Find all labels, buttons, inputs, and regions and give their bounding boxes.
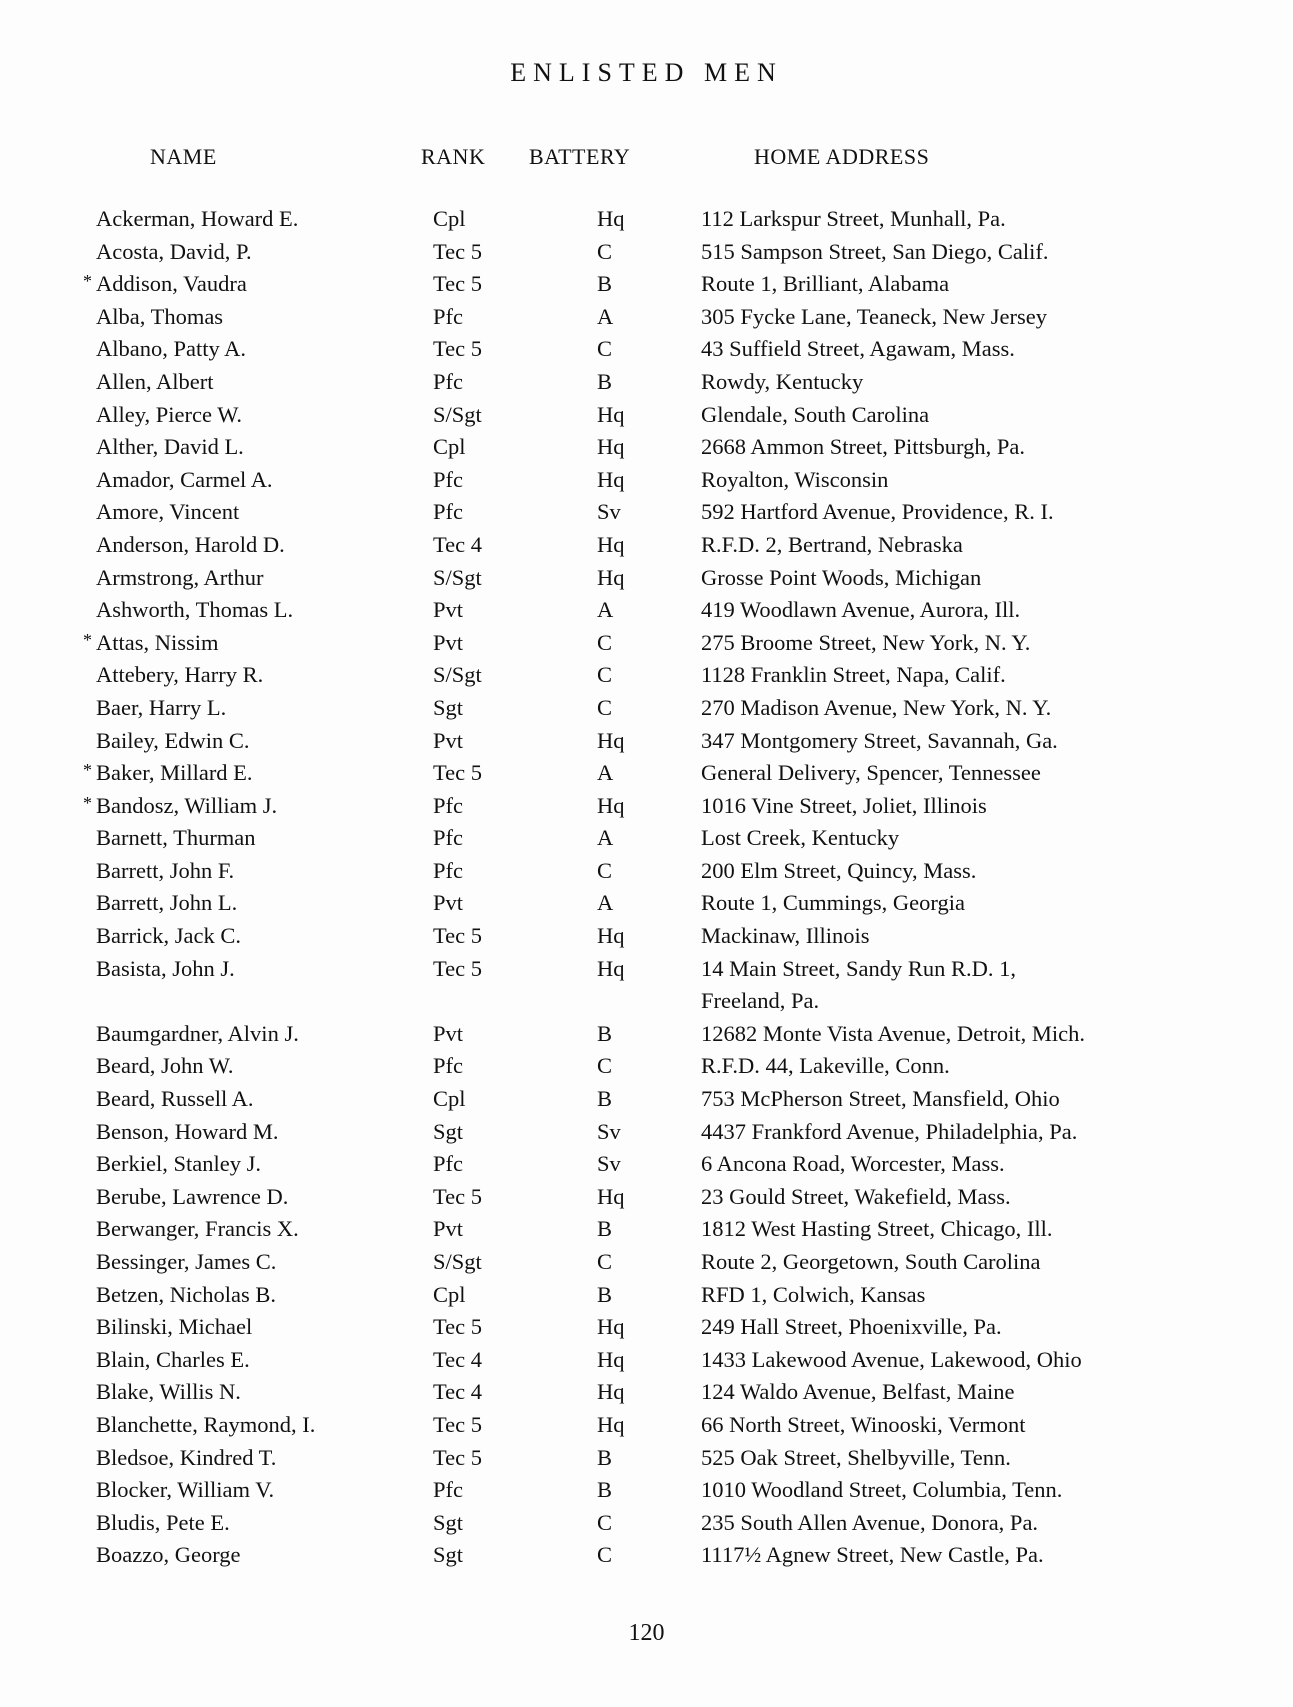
soldier-name [96,203,298,236]
soldier-name-text: Basista, John J. [96,955,235,981]
soldier-rank: Pfc [433,825,463,851]
soldier-name [96,822,256,855]
soldier-rank: Tec 5 [433,955,483,981]
soldier-name-text: Ashworth, Thomas L. [96,597,294,623]
roster-row [0,1409,1293,1442]
home-address-line: Rowdy, Kentucky [701,368,864,394]
soldier-rank: Pfc [433,1053,463,1079]
soldier-name [96,399,242,432]
soldier-rank: S/Sgt [433,1249,482,1274]
home-address [701,1474,1062,1507]
soldier-battery: B [597,1216,613,1242]
home-address-line: R.F.D. 2, Bertrand, Nebraska [701,531,963,557]
home-address [701,822,899,855]
roster-row [0,953,1293,1018]
soldier-name-text: Alley, Pierce W. [96,401,243,427]
soldier-rank: Cpl [433,206,466,231]
soldier-name [96,431,244,464]
soldier-name-text: Alther, David L. [96,434,244,460]
soldier-name-text: Albano, Patty A. [96,336,246,362]
soldier-battery: Hq [597,466,625,492]
soldier-name-text: Barrett, John L. [96,890,238,916]
home-address-line: 753 McPherson Street, Mansfield, Ohio [701,1086,1060,1112]
home-address-line: 66 North Street, Winooski, Vermont [701,1411,1026,1437]
soldier-battery: Sv [597,1118,621,1144]
soldier-battery: A [597,890,614,916]
soldier-name [96,236,252,269]
home-address [701,1181,1011,1214]
soldier-rank: Pfc [433,303,463,329]
home-address [701,1442,1011,1475]
roster-row [0,529,1293,562]
roster-row [0,399,1293,432]
roster-row [0,920,1293,953]
page-number: 120 [628,1620,665,1646]
home-address [701,366,863,399]
soldier-battery: B [597,1086,613,1112]
roster-row [0,1474,1293,1507]
soldier-name-text: Attas, Nissim [96,629,219,655]
home-address-line: 305 Fycke Lane, Teaneck, New Jersey [701,303,1048,329]
soldier-rank: Tec 5 [433,1411,483,1437]
home-address-line: 6 Ancona Road, Worcester, Mass. [701,1151,1005,1177]
home-address-line: 23 Gould Street, Wakefield, Mass. [701,1183,1011,1209]
soldier-battery: Sv [597,1151,621,1177]
header-battery: BATTERY [529,144,631,169]
soldier-rank: S/Sgt [433,662,482,688]
soldier-rank: Tec 4 [433,1346,483,1372]
roster-row [0,203,1293,236]
soldier-name-text: Attebery, Harry R. [96,662,264,688]
home-address [701,1507,1038,1540]
home-address-line: Grosse Point Woods, Michigan [701,564,982,590]
home-address-line: 347 Montgomery Street, Savannah, Ga. [701,727,1058,753]
roster-row [0,887,1293,920]
soldier-battery: C [597,336,613,362]
home-address-line: 270 Madison Avenue, New York, N. Y. [701,694,1052,720]
soldier-name-text: Blanchette, Raymond, I. [96,1411,316,1437]
soldier-rank: Pfc [433,1151,463,1177]
home-address [701,1246,1041,1279]
home-address-line: 12682 Monte Vista Avenue, Detroit, Mich. [701,1020,1086,1046]
roster-row [0,594,1293,627]
home-address-line: Route 2, Georgetown, South Carolina [701,1249,1041,1274]
home-address-line: 275 Broome Street, New York, N. Y. [701,629,1031,655]
soldier-battery: B [597,1477,613,1503]
roster-row [0,268,1293,301]
soldier-battery: Hq [597,792,625,818]
soldier-battery: Hq [597,206,625,231]
home-address-line: 515 Sampson Street, San Diego, Calif. [701,238,1049,264]
soldier-rank: Pfc [433,499,463,525]
soldier-name [83,790,278,823]
soldier-name [96,1474,274,1507]
soldier-battery: C [597,1509,613,1535]
soldier-name-text: Amador, Carmel A. [96,466,273,492]
soldier-name [96,855,234,888]
soldier-name-text: Ackerman, Howard E. [96,206,299,231]
soldier-name-text: Barnett, Thurman [96,825,256,851]
soldier-battery: C [597,662,613,688]
roster-row [0,692,1293,725]
soldier-name [83,757,253,790]
soldier-battery: Hq [597,531,625,557]
soldier-name-text: Benson, Howard M. [96,1118,279,1144]
soldier-battery: Hq [597,1379,625,1405]
roster-row [0,1376,1293,1409]
soldier-name [96,496,239,529]
soldier-name-text: Blain, Charles E. [96,1346,250,1372]
roster-row [0,1181,1293,1214]
soldier-name [96,725,250,758]
home-address [701,496,1054,529]
home-address-line: 1016 Vine Street, Joliet, Illinois [701,792,987,818]
soldier-rank: Pvt [433,1020,464,1046]
home-address-line: 235 South Allen Avenue, Donora, Pa. [701,1509,1039,1535]
home-address-line: Freeland, Pa. [701,988,820,1014]
home-address [701,431,1025,464]
soldier-rank: Tec 5 [433,336,483,362]
soldier-name-text: Alba, Thomas [96,303,224,329]
home-address-line: 249 Hall Street, Phoenixville, Pa. [701,1314,1002,1340]
roster-row [0,1018,1293,1051]
home-address-line: General Delivery, Spencer, Tennessee [701,760,1041,786]
soldier-rank: Cpl [433,434,466,460]
soldier-battery: Hq [597,434,625,460]
soldier-name-text: Blake, Willis N. [96,1379,241,1405]
roster-row [0,1083,1293,1116]
soldier-name-text: Bessinger, James C. [96,1249,277,1274]
soldier-name-text: Berube, Lawrence D. [96,1183,289,1209]
soldier-name [96,1181,288,1214]
roster-row [0,236,1293,269]
soldier-rank: Sgt [433,1118,464,1144]
soldier-name-text: Betzen, Nicholas B. [96,1281,276,1307]
home-address [701,1116,1077,1149]
soldier-name [96,1409,315,1442]
soldier-battery: C [597,857,613,883]
asterisk-marker: * [83,629,92,650]
soldier-name-text: Allen, Albert [96,368,214,394]
home-address [701,529,963,562]
home-address [701,920,870,953]
home-address [701,790,987,823]
roster-row [0,1539,1293,1572]
home-address-line: RFD 1, Colwich, Kansas [701,1281,926,1307]
soldier-name [96,1213,299,1246]
roster-row [0,757,1293,790]
home-address [701,1344,1082,1377]
soldier-battery: C [597,1542,613,1568]
soldier-name [96,1539,241,1572]
soldier-rank: Tec 5 [433,238,483,264]
home-address [701,1050,950,1083]
soldier-battery: C [597,629,613,655]
soldier-rank: Cpl [433,1281,466,1307]
soldier-rank: Tec 5 [433,923,483,949]
home-address-line: 43 Suffield Street, Agawam, Mass. [701,336,1015,362]
soldier-name [96,366,213,399]
soldier-name [96,1050,234,1083]
home-address [701,1083,1060,1116]
home-address [701,399,929,432]
soldier-rank: Pvt [433,727,464,753]
soldier-name-text: Baker, Millard E. [96,760,253,786]
home-address-line: 1433 Lakewood Avenue, Lakewood, Ohio [701,1346,1082,1372]
roster-row [0,496,1293,529]
home-address-line: Glendale, South Carolina [701,401,930,427]
soldier-battery: B [597,1281,613,1307]
home-address [701,594,1020,627]
home-address [701,953,1016,1018]
soldier-name [96,1246,276,1279]
soldier-rank: Cpl [433,1086,466,1112]
roster-row [0,1442,1293,1475]
soldier-battery: C [597,1053,613,1079]
soldier-battery: B [597,1020,613,1046]
soldier-name-text: Berkiel, Stanley J. [96,1151,261,1177]
soldier-name [96,1442,276,1475]
home-address [701,1409,1026,1442]
soldier-name-text: Amore, Vincent [96,499,240,525]
roster-row [0,1507,1293,1540]
home-address-line: 1010 Woodland Street, Columbia, Tenn. [701,1477,1063,1503]
soldier-name-text: Beard, Russell A. [96,1086,254,1112]
page-title: ENLISTED MEN [510,58,783,87]
soldier-rank: Pvt [433,1216,464,1242]
soldier-name-text: Baumgardner, Alvin J. [96,1020,299,1046]
soldier-name [96,301,223,334]
soldier-rank: Tec 5 [433,760,483,786]
soldier-name-text: Berwanger, Francis X. [96,1216,299,1242]
soldier-battery: Sv [597,499,621,525]
soldier-name [96,529,285,562]
soldier-battery: B [597,368,613,394]
home-address [701,1376,1015,1409]
soldier-rank: Pvt [433,629,464,655]
home-address-line: 525 Oak Street, Shelbyville, Tenn. [701,1444,1011,1470]
home-address [701,692,1051,725]
soldier-battery: Hq [597,727,625,753]
asterisk-marker: * [83,271,92,292]
roster-row [0,301,1293,334]
soldier-rank: S/Sgt [433,564,482,590]
home-address-line: 14 Main Street, Sandy Run R.D. 1, [701,955,1016,981]
home-address-line: Route 1, Cummings, Georgia [701,890,965,916]
soldier-name-text: Addison, Vaudra [96,271,247,297]
roster-row [0,1213,1293,1246]
home-address-line: 4437 Frankford Avenue, Philadelphia, Pa. [701,1118,1078,1144]
soldier-battery: C [597,1249,613,1274]
home-address [701,333,1015,366]
soldier-name-text: Bandosz, William J. [96,792,278,818]
soldier-battery: C [597,694,613,720]
soldier-name [96,659,263,692]
home-address [701,464,888,497]
soldier-name [96,692,226,725]
roster-row [0,1246,1293,1279]
home-address [701,1279,925,1312]
home-address-line: Route 1, Brilliant, Alabama [701,271,950,297]
soldier-rank: Pvt [433,890,464,916]
soldier-name [96,953,235,986]
home-address [701,1539,1044,1572]
soldier-name [96,1279,276,1312]
soldier-name-text: Beard, John W. [96,1053,234,1079]
soldier-battery: Hq [597,1183,625,1209]
home-address [701,301,1047,334]
asterisk-marker: * [83,792,92,813]
soldier-rank: Tec 5 [433,271,483,297]
soldier-battery: Hq [597,1411,625,1437]
roster-row [0,855,1293,888]
roster-row [0,1148,1293,1181]
header-rank: RANK [421,144,486,169]
soldier-name [96,464,273,497]
home-address-line: Lost Creek, Kentucky [701,825,900,851]
home-address [701,236,1048,269]
home-address-line: Mackinaw, Illinois [701,923,870,949]
home-address [701,659,1006,692]
soldier-name [96,333,246,366]
soldier-name [96,1083,254,1116]
home-address-line: 1117½ Agnew Street, New Castle, Pa. [701,1542,1044,1568]
home-address [701,1018,1085,1051]
roster-row [0,562,1293,595]
asterisk-marker: * [83,760,92,781]
home-address-line: 1128 Franklin Street, Napa, Calif. [701,662,1006,688]
home-address [701,757,1041,790]
soldier-rank: Sgt [433,1509,464,1535]
soldier-name-text: Bailey, Edwin C. [96,727,250,753]
roster-row [0,1050,1293,1083]
soldier-name-text: Baer, Harry L. [96,694,227,720]
soldier-name [96,1148,261,1181]
soldier-name-text: Bilinski, Michael [96,1314,253,1340]
soldier-battery: A [597,597,614,623]
soldier-name [96,1376,241,1409]
home-address-line: 112 Larkspur Street, Munhall, Pa. [701,206,1006,231]
soldier-name [96,1344,250,1377]
soldier-name [96,1507,230,1540]
home-address-line: Royalton, Wisconsin [701,466,889,492]
home-address-line: R.F.D. 44, Lakeville, Conn. [701,1053,950,1079]
home-address-line: 2668 Ammon Street, Pittsburgh, Pa. [701,434,1025,460]
soldier-battery: A [597,303,614,329]
home-address [701,562,981,595]
home-address-line: 1812 West Hasting Street, Chicago, Ill. [701,1216,1053,1242]
roster-row [0,431,1293,464]
home-address [701,1311,1002,1344]
soldier-name [96,1018,299,1051]
roster-row [0,1279,1293,1312]
soldier-name-text: Acosta, David, P. [96,238,252,264]
soldier-battery: Hq [597,401,625,427]
soldier-rank: Pfc [433,792,463,818]
roster-row [0,1116,1293,1149]
roster-row [0,1311,1293,1344]
soldier-rank: Pvt [433,597,464,623]
roster-row [0,366,1293,399]
soldier-rank: Tec 4 [433,1379,483,1405]
home-address [701,1148,1005,1181]
soldier-battery: B [597,1444,613,1470]
soldier-rank: Pfc [433,857,463,883]
soldier-rank: Pfc [433,368,463,394]
roster-list [0,203,1293,1572]
soldier-battery: A [597,760,614,786]
soldier-battery: C [597,238,613,264]
soldier-battery: Hq [597,1346,625,1372]
soldier-rank: Tec 4 [433,531,483,557]
roster-row [0,464,1293,497]
soldier-battery: Hq [597,923,625,949]
soldier-battery: Hq [597,564,625,590]
soldier-name [96,1311,252,1344]
soldier-name [83,627,219,660]
roster-row [0,627,1293,660]
soldier-rank: Pfc [433,1477,463,1503]
home-address-line: 124 Waldo Avenue, Belfast, Maine [701,1379,1015,1405]
soldier-name-text: Anderson, Harold D. [96,531,285,557]
roster-row [0,790,1293,823]
home-address [701,855,976,888]
soldier-rank: S/Sgt [433,401,482,427]
home-address-line: 419 Woodlawn Avenue, Aurora, Ill. [701,597,1021,623]
soldier-name-text: Boazzo, George [96,1542,241,1568]
soldier-name [96,562,264,595]
home-address-line: 592 Hartford Avenue, Providence, R. I. [701,499,1054,525]
soldier-battery: Hq [597,1314,625,1340]
home-address [701,725,1058,758]
soldier-name-text: Barrett, John F. [96,857,235,883]
home-address [701,627,1030,660]
soldier-rank: Pfc [433,466,463,492]
soldier-rank: Tec 5 [433,1314,483,1340]
soldier-name [83,268,247,301]
roster-row [0,822,1293,855]
soldier-name [96,920,241,953]
soldier-rank: Tec 5 [433,1183,483,1209]
soldier-name-text: Barrick, Jack C. [96,923,241,949]
soldier-name-text: Bledsoe, Kindred T. [96,1444,277,1470]
home-address-line: 200 Elm Street, Quincy, Mass. [701,857,977,883]
home-address [701,203,1006,236]
roster-row [0,659,1293,692]
home-address [701,1213,1052,1246]
soldier-battery: A [597,825,614,851]
soldier-rank: Tec 5 [433,1444,483,1470]
soldier-name-text: Armstrong, Arthur [96,564,264,590]
soldier-rank: Sgt [433,1542,464,1568]
home-address [701,887,965,920]
roster-row [0,333,1293,366]
soldier-name [96,887,237,920]
roster-row [0,1344,1293,1377]
soldier-name-text: Blocker, William V. [96,1477,275,1503]
header-name: NAME [150,144,217,169]
soldier-rank: Sgt [433,694,464,720]
roster-row [0,725,1293,758]
soldier-name-text: Bludis, Pete E. [96,1509,230,1535]
home-address [701,268,949,301]
soldier-battery: Hq [597,955,625,981]
soldier-name [96,1116,278,1149]
header-home-address: HOME ADDRESS [754,144,930,169]
soldier-battery: B [597,271,613,297]
soldier-name [96,594,293,627]
